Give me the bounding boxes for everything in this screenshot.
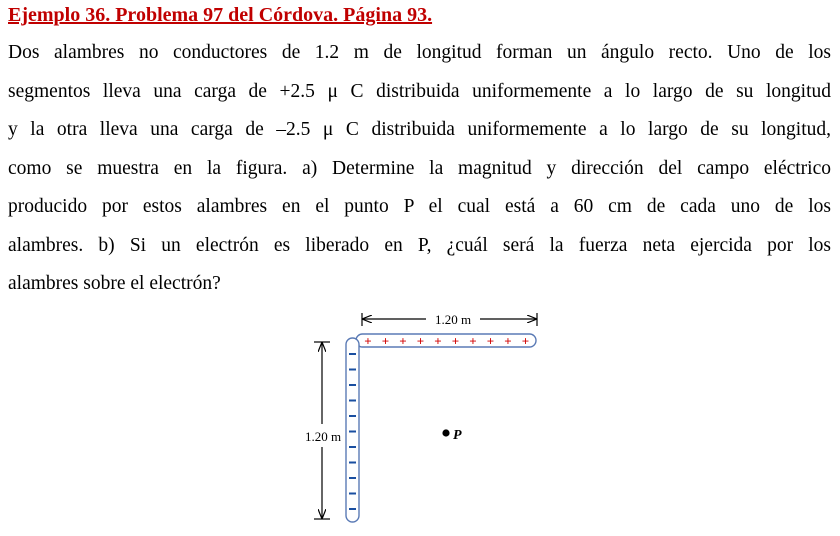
figure-svg <box>290 306 550 531</box>
point-p <box>442 428 462 443</box>
statement-line: producido por estos alambres en el punto P el cual está a 60 cm de cada uno de los <box>8 196 831 217</box>
positive-charge-sign: + <box>399 333 407 349</box>
problem-statement <box>8 34 831 304</box>
statement-line: como se muestra en la figura. a) Determine la magnitud y dirección del campo eléctrico <box>8 157 831 179</box>
statement-line: alambres. b) Si un electrón es liberado en P, ¿cuál será la fuerza neta ejercida por los <box>8 234 831 256</box>
positive-charge-sign: + <box>521 333 530 349</box>
vertical-dimension <box>305 342 341 519</box>
positive-charge-sign: + <box>486 333 495 349</box>
statement-line: y la otra lleva una carga de –2.5 μ C distribuida uniformemente a lo largo de su longitud, <box>8 119 831 140</box>
positive-charge-sign: + <box>469 333 477 349</box>
horizontal-dimension <box>362 312 537 327</box>
point-p-label: P <box>453 428 462 443</box>
statement-line: alambres sobre el electrón? <box>8 273 221 294</box>
negative-wire <box>346 338 359 522</box>
vertical-length-label: 1.20 m <box>304 429 342 444</box>
positive-charge-sign: + <box>504 333 512 349</box>
charged-wires-figure <box>290 306 550 531</box>
point-p-dot <box>442 429 449 436</box>
positive-wire <box>356 334 536 349</box>
positive-charge-sign: + <box>364 333 372 349</box>
page-title: Ejemplo 36. Problema 97 del Córdova. Página 93. <box>8 4 433 26</box>
statement-line: Dos alambres no conductores de 1.2 m de longitud forman un ángulo recto. Uno de los <box>8 42 831 63</box>
positive-charge-sign: + <box>381 333 390 349</box>
statement-line: segmentos lleva una carga de +2.5 μ C distribuida uniformemente a lo largo de su longitud <box>8 80 831 102</box>
positive-charge-sign: + <box>416 333 425 349</box>
positive-charge-sign: + <box>451 333 460 349</box>
horizontal-length-label: 1.20 m <box>434 312 472 327</box>
positive-charge-sign: + <box>434 333 442 349</box>
